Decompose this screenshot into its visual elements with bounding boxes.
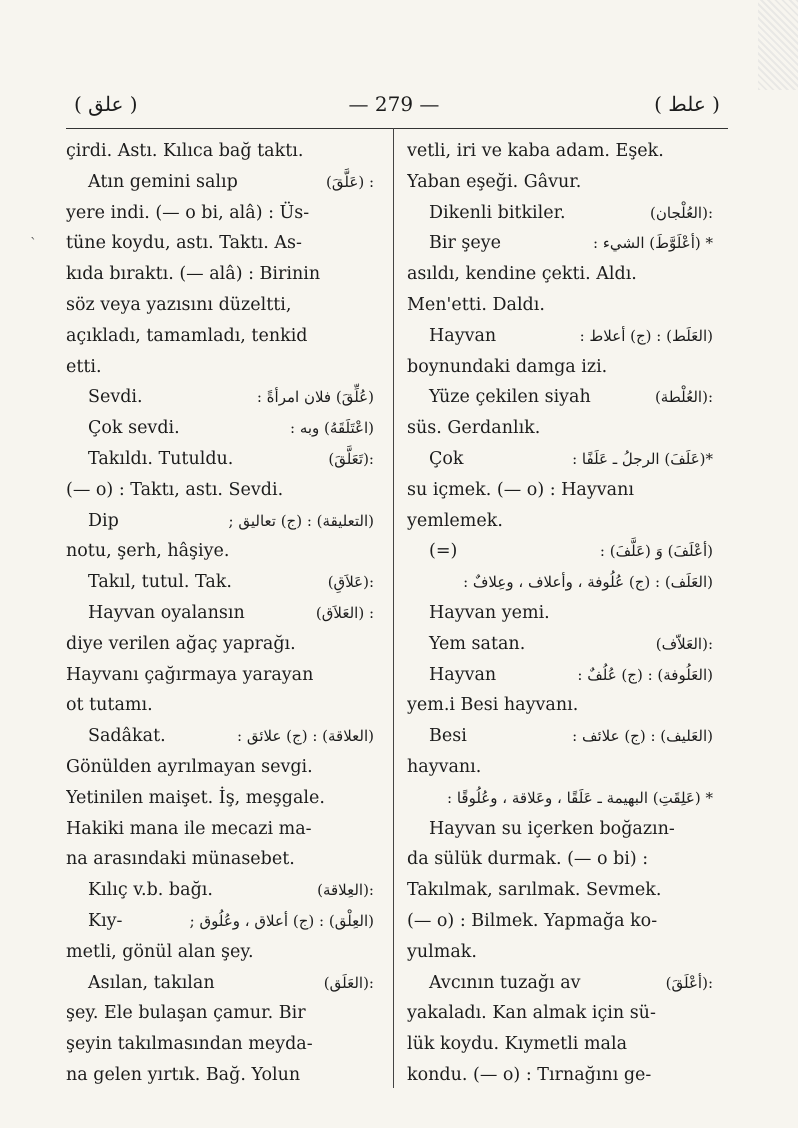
line-text: su içmek. (— o) : Hayvanı [407,479,634,500]
line-text: Sadâkat. [88,726,166,747]
line-text: asıldı, kendine çekti. Aldı. [407,264,637,285]
text-line [407,690,713,721]
line-text: Hakiki mana ile mecazi ma- [66,818,312,839]
text-line [407,536,713,567]
text-line [407,814,713,845]
line-text: Hayvan oyalansın [88,602,245,623]
arabic-headword: :(العَلاّف) [655,634,713,653]
arabic-headword: :(العِلاقة) [317,881,374,900]
line-text: tüne koydu, astı. Taktı. As- [66,233,302,254]
header-right-root: ( علط ) [654,92,720,116]
arabic-headword: (عُلِّقَ) فلان امرأةً : [256,388,374,407]
line-text: süs. Gerdanlık. [407,418,541,439]
text-line [66,937,374,968]
line-text: boynundaki damga izi. [407,356,608,377]
header-left-root: ( علق ) [74,92,138,116]
line-text: Takıl, tutul. Tak. [88,572,232,593]
arabic-headword: * (عَلِقَتِ) البهيمة ـ عَلَقًا ، وعَلاقة ، وعُلُوقًا : [447,788,713,807]
text-line [407,598,713,629]
line-text: Yem satan. [429,633,526,654]
line-text: Gönülden ayrılmayan sevgi. [66,756,313,777]
arabic-headword: (العَلَط) : (ج) أعلاط : [579,326,713,345]
left-column [66,136,374,1091]
line-text: Takıldı. Tutuldu. [88,448,234,469]
text-line [66,598,374,629]
line-text: hayvanı. [407,756,482,777]
text-line [407,475,713,506]
text-line [66,290,374,321]
text-line [407,444,713,475]
arabic-headword: (العِلْق) : (ج) أعلاق ، وعُلُوق ; [189,911,374,930]
text-line [407,413,713,444]
text-line [407,998,713,1029]
arabic-headword: :(العُلْطة) [654,388,713,407]
line-text: etti. [66,356,102,377]
line-text: Hayvan [429,664,497,685]
text-line [66,259,374,290]
text-line [66,506,374,537]
text-line [407,906,713,937]
arabic-headword: (العَلَف) : (ج) عُلُوفة ، وأعلاف ، وعِلافٌ : [463,573,713,592]
arabic-headword: :(العُلْجان) [650,203,713,222]
text-line [407,783,713,814]
line-text: Asılan, takılan [88,972,215,993]
line-text: lük koydu. Kıymetli mala [407,1034,628,1055]
text-line [407,506,713,537]
line-text: yem.i Besi hayvanı. [407,695,579,716]
arabic-headword: *(عَلَفَ) الرجلُ ـ عَلَفًا : [572,449,713,468]
line-text: Çok sevdi. [88,418,180,439]
text-line [407,844,713,875]
page-number: — 279 — [348,92,440,116]
line-text: kıda bıraktı. (— alâ) : Birinin [66,264,321,285]
text-line [66,690,374,721]
text-line [66,660,374,691]
arabic-headword: :(تَعَلَّقَ) [328,449,374,468]
line-text: vetli, iri ve kaba adam. Eşek. [407,141,664,161]
text-line [66,721,374,752]
line-text: Hayvanı çağırmaya yarayan [66,664,314,685]
text-line [66,998,374,1029]
page-header [60,86,728,124]
line-text: (— o) : Bilmek. Yapmağa ko- [407,910,658,931]
arabic-headword: (التعليقة) : (ج) تعاليق ; [228,511,374,530]
text-line [407,259,713,290]
text-line [66,1029,374,1060]
line-text: Hayvan yemi. [429,602,550,623]
text-line [407,567,713,598]
text-line [407,629,713,660]
text-line [66,906,374,937]
text-line [407,352,713,383]
text-line [66,321,374,352]
header-rule [66,128,728,129]
text-line [407,660,713,691]
arabic-headword: :(عَلاَقِ) [327,573,374,592]
line-text: şeyin takılmasından meyda- [66,1034,313,1055]
line-text: Hayvan su içerken boğazın- [429,818,675,839]
line-text: yulmak. [407,941,477,962]
line-text: Besi [429,726,467,747]
arabic-headword: : (العَلاَق) [315,603,374,622]
text-line [66,382,374,413]
line-text: Yetinilen maişet. İş, meşgale. [66,787,325,808]
text-line [66,413,374,444]
line-text: Yaban eşeği. Gâvur. [407,171,582,192]
line-text: Kıy- [88,910,123,931]
line-text: Hayvan [429,325,497,346]
text-line [66,475,374,506]
text-line [66,136,374,167]
line-text: Avcının tuzağı av [429,972,581,993]
text-line [407,721,713,752]
line-text: na arasındaki münasebet. [66,849,295,870]
line-text: (=) [429,541,458,562]
text-line [407,167,713,198]
text-line [66,752,374,783]
text-line [407,228,713,259]
line-text: Yüze çekilen siyah [429,387,591,408]
text-line [407,968,713,999]
text-line [66,844,374,875]
line-text: açıkladı, tamamladı, tenkid [66,325,308,346]
line-text: Çok [429,448,464,469]
line-text: na gelen yırtık. Bağ. Yolun [66,1064,301,1085]
arabic-headword: :(أعْلَقَ) [665,973,713,992]
text-line [66,198,374,229]
text-line [407,290,713,321]
line-text: kondu. (— o) : Tırnağını ge- [407,1064,652,1085]
line-text: Takılmak, sarılmak. Sevmek. [407,880,662,901]
text-line [66,968,374,999]
text-line [407,136,713,167]
text-line [407,198,713,229]
line-text: (— o) : Taktı, astı. Sevdi. [66,479,284,500]
text-line [66,814,374,845]
line-text: çirdi. Astı. Kılıca bağ taktı. [66,141,304,161]
line-text: ot tutamı. [66,695,153,716]
line-text: yakaladı. Kan almak için sü- [407,1003,656,1024]
text-line [66,783,374,814]
line-text: Dikenli bitkiler. [429,202,566,223]
text-line [66,1060,374,1091]
text-line [407,1060,713,1091]
line-text: Kılıç v.b. bağı. [88,880,213,901]
arabic-headword: * (أعْلَوَّطَ) الشيء : [593,234,713,253]
text-line [66,167,374,198]
text-line [407,875,713,906]
text-line [66,228,374,259]
line-text: Men'etti. Daldı. [407,294,545,315]
text-line [66,536,374,567]
line-text: Dip [88,510,119,531]
margin-mark: ` [30,236,37,252]
arabic-headword: (اعْتَلَقَهُ) وبه : [290,419,374,438]
line-text: metli, gönül alan şey. [66,941,254,962]
line-text: Sevdi. [88,387,143,408]
arabic-headword: : (عَلَّقَ) [326,172,374,191]
arabic-headword: (العَلُوفة) : (ج) عُلُفٌ : [577,665,713,684]
column-divider [393,128,394,1088]
text-line [66,352,374,383]
line-text: şey. Ele bulaşan çamur. Bir [66,1003,306,1024]
line-text: yemlemek. [407,510,503,531]
arabic-headword: (أعْلَفَ) وَ (عَلَّفَ) : [599,542,713,561]
text-line [66,444,374,475]
text-line [407,382,713,413]
line-text: Atın gemini salıp [88,171,238,192]
text-line [66,567,374,598]
line-text: yere indi. (— o bi, alâ) : Üs- [66,202,310,223]
text-line [407,937,713,968]
arabic-headword: (العَليف) : (ج) علائف : [572,727,713,746]
arabic-headword: :(العَلَق) [323,973,374,992]
line-text: söz veya yazısını düzeltti, [66,294,292,315]
text-line [66,629,374,660]
text-line [66,875,374,906]
right-column [407,136,713,1091]
scan-artifact [758,0,798,90]
line-text: da sülük durmak. (— o bi) : [407,849,649,870]
text-line [407,1029,713,1060]
arabic-headword: (العلاقة) : (ج) علائق : [237,727,374,746]
text-line [407,752,713,783]
line-text: diye verilen ağaç yaprağı. [66,633,296,654]
line-text: notu, şerh, hâşiye. [66,541,230,562]
text-line [407,321,713,352]
line-text: Bir şeye [429,233,501,254]
